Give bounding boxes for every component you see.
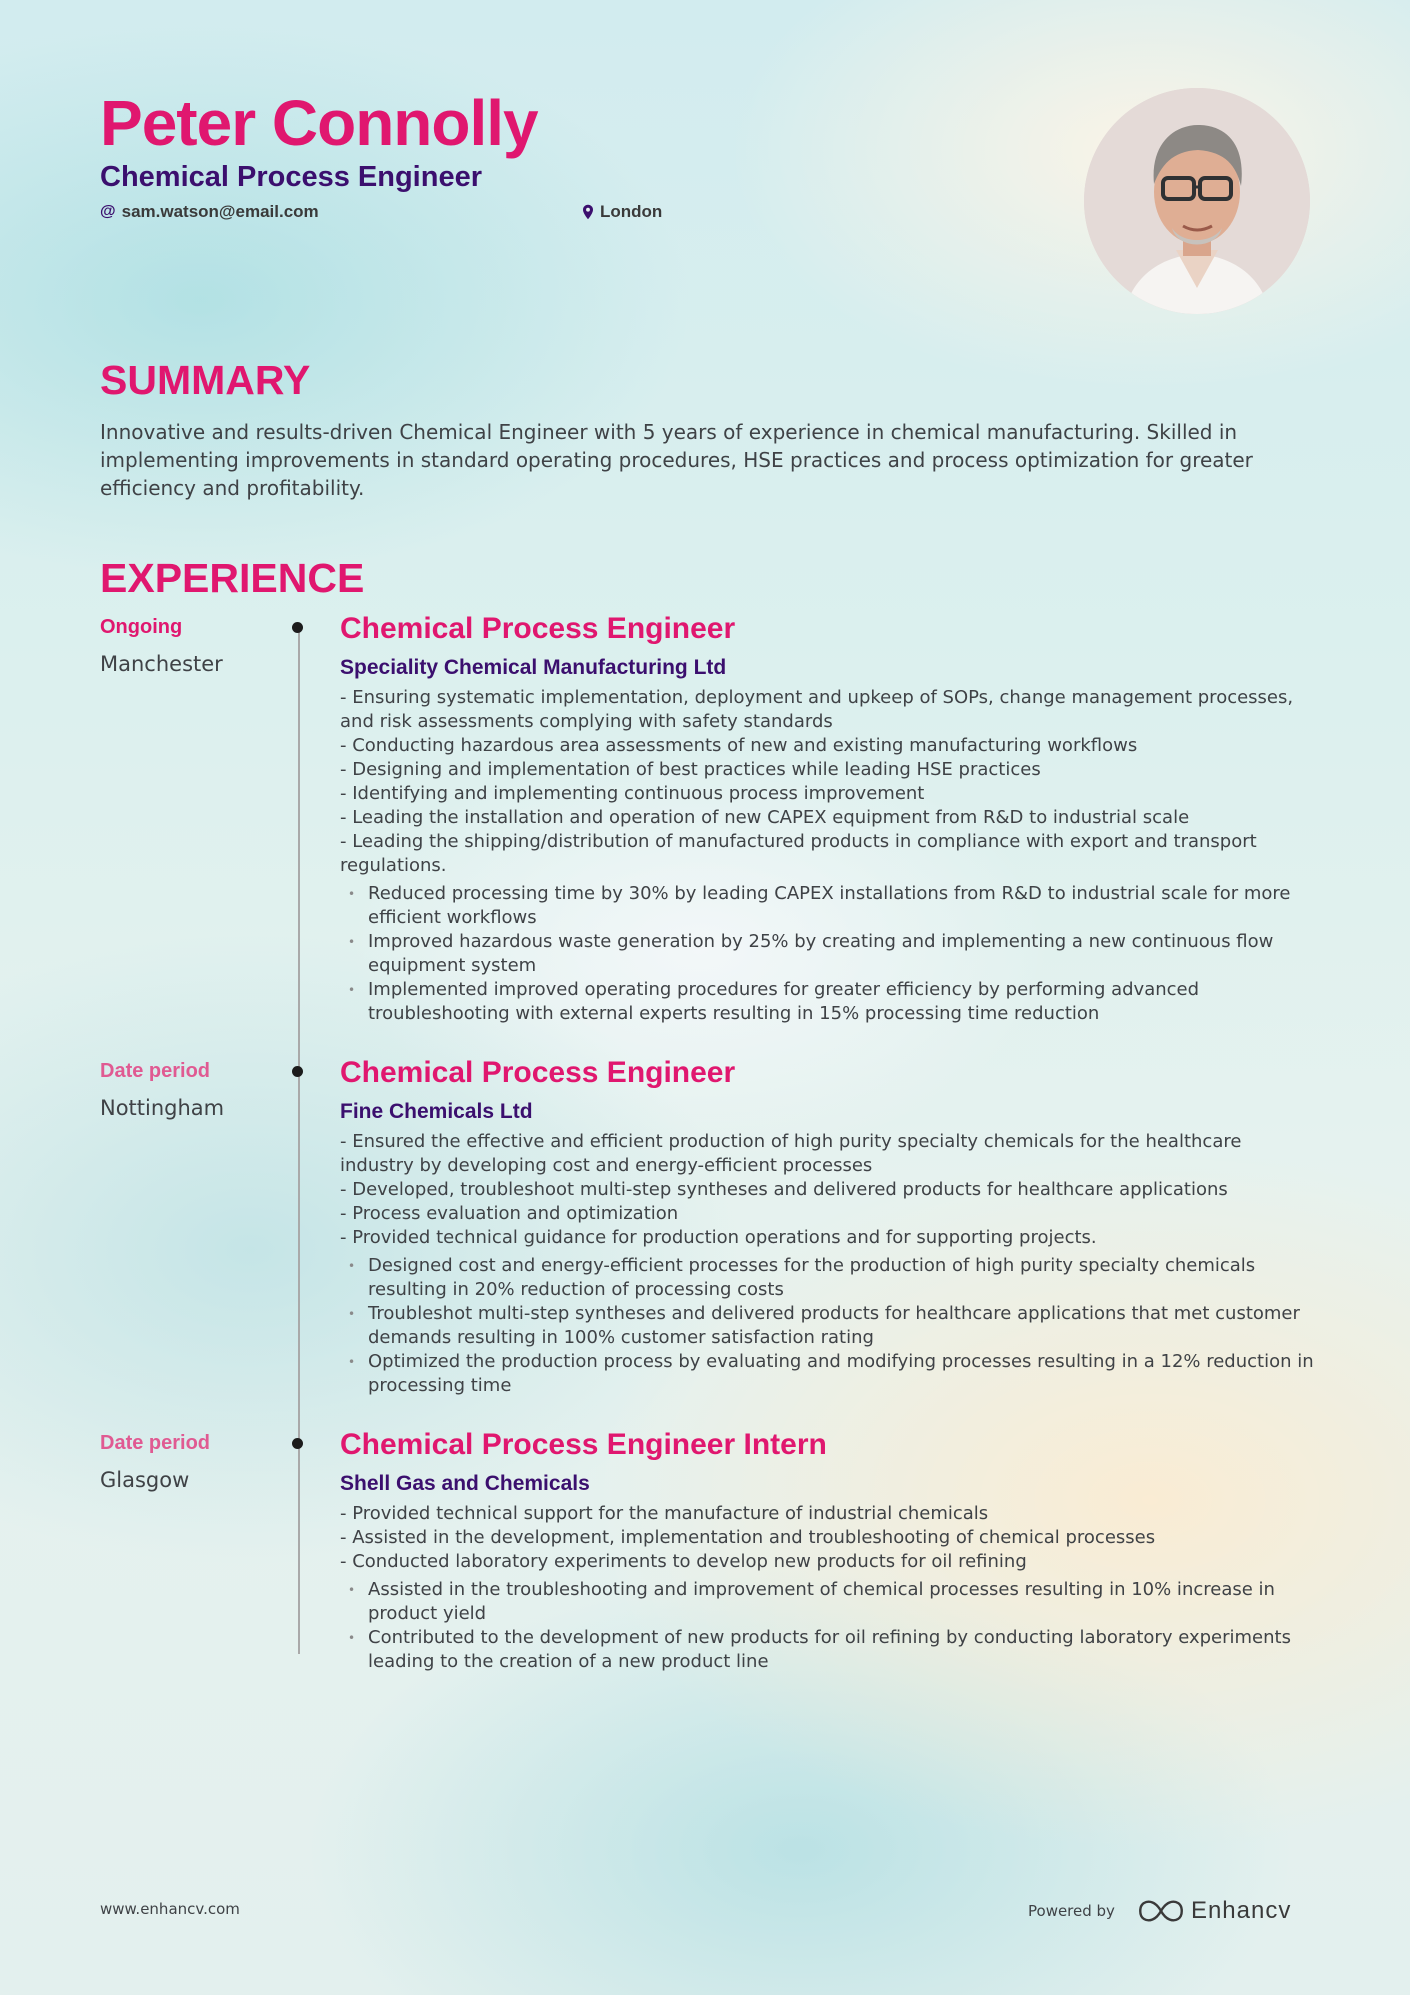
- achievement-list: [340, 1254, 1320, 1398]
- achievement-item: • Implemented improved operating procedures for greater efficiency by performing advanced troubleshooting with external experts resulting in 15% processing time reduction: [340, 978, 1320, 1026]
- description-line: - Conducting hazardous area assessments of new and existing manufacturing workflows: [340, 735, 1138, 756]
- powered-by: [1028, 1897, 1291, 1925]
- job-company: Fine Chemicals Ltd: [340, 1100, 533, 1123]
- summary-text: Innovative and results-driven Chemical Engineer with 5 years of experience in chemical manufacturing. Skilled in implementing improvements in standard operating procedures, HSE practices and process optimization for greater efficiency and profitability.: [100, 420, 1253, 500]
- email-text: sam.watson@email.com: [121, 202, 319, 221]
- candidate-name: Peter Connolly: [100, 87, 538, 159]
- at-sign-icon: @: [100, 203, 116, 220]
- job-location: Nottingham: [100, 1096, 225, 1120]
- map-pin-icon: [582, 204, 594, 220]
- achievement-item: • Optimized the production process by evaluating and modifying processes resulting in a 12% reduction in processing time: [340, 1350, 1320, 1398]
- job-company: Speciality Chemical Manufacturing Ltd: [340, 656, 727, 679]
- job-role: Chemical Process Engineer Intern: [340, 1428, 827, 1461]
- portrait-illustration: [1084, 88, 1310, 314]
- powered-by-label: Powered by: [1028, 1902, 1115, 1920]
- infinity-logo-icon: [1137, 1898, 1185, 1924]
- job-role: Chemical Process Engineer: [340, 612, 736, 645]
- job-location: Manchester: [100, 652, 223, 676]
- location-text: London: [600, 202, 663, 221]
- achievement-item: • Reduced processing time by 30% by leading CAPEX installations from R&D to industrial scale for more efficient workflows: [340, 882, 1320, 930]
- timeline-line: [298, 628, 300, 1654]
- description-line: - Identifying and implementing continuous process improvement: [340, 783, 925, 804]
- email-contact[interactable]: [100, 200, 319, 224]
- job-date: Ongoing: [100, 616, 183, 638]
- job-role: Chemical Process Engineer: [340, 1056, 736, 1089]
- website-link[interactable]: www.enhancv.com: [100, 1900, 240, 1918]
- profile-photo: [1084, 88, 1310, 314]
- job-description: [340, 1502, 1320, 1574]
- description-line: - Leading the installation and operation of new CAPEX equipment from R&D to industrial scale: [340, 807, 1190, 828]
- achievement-list: [340, 1578, 1320, 1674]
- description-line: - Assisted in the development, implementation and troubleshooting of chemical processes: [340, 1527, 1156, 1548]
- description-line: - Ensuring systematic implementation, deployment and upkeep of SOPs, change management processes, and risk assessments complying with safety standards: [340, 687, 1294, 732]
- description-line: - Conducted laboratory experiments to develop new products for oil refining: [340, 1551, 1027, 1572]
- timeline-dot: [292, 1438, 303, 1449]
- timeline-dot: [292, 1066, 303, 1077]
- achievement-item: • Assisted in the troubleshooting and improvement of chemical processes resulting in 10% increase in product yield: [340, 1578, 1320, 1626]
- job-description: [340, 1130, 1320, 1250]
- description-line: - Developed, troubleshoot multi-step syntheses and delivered products for healthcare applications: [340, 1179, 1228, 1200]
- enhancv-logo[interactable]: [1137, 1897, 1291, 1925]
- description-line: - Provided technical guidance for production operations and for supporting projects.: [340, 1227, 1097, 1248]
- summary-heading: SUMMARY: [100, 357, 311, 403]
- description-line: - Process evaluation and optimization: [340, 1203, 679, 1224]
- job-description: [340, 686, 1320, 878]
- job-date: Date period: [100, 1432, 211, 1454]
- achievement-item: • Improved hazardous waste generation by 25% by creating and implementing a new continuous flow equipment system: [340, 930, 1320, 978]
- job-location: Glasgow: [100, 1468, 190, 1492]
- achievement-list: [340, 882, 1320, 1026]
- achievement-item: • Designed cost and energy-efficient processes for the production of high purity specialty chemicals resulting in 20% reduction of processing costs: [340, 1254, 1320, 1302]
- job-company: Shell Gas and Chemicals: [340, 1472, 590, 1495]
- candidate-title: Chemical Process Engineer: [100, 161, 482, 193]
- description-line: - Designing and implementation of best practices while leading HSE practices: [340, 759, 1041, 780]
- achievement-item: • Troubleshot multi-step syntheses and delivered products for healthcare applications that met customer demands resulting in 100% customer satisfaction rating: [340, 1302, 1320, 1350]
- location-contact: [582, 200, 662, 224]
- description-line: - Ensured the effective and efficient production of high purity specialty chemicals for the healthcare industry by developing cost and energy-efficient processes: [340, 1131, 1242, 1176]
- timeline-dot: [292, 622, 303, 633]
- brand-name: Enhancv: [1190, 1897, 1292, 1924]
- achievement-item: • Contributed to the development of new products for oil refining by conducting laboratory experiments leading to the creation of a new product line: [340, 1626, 1320, 1674]
- description-line: - Provided technical support for the manufacture of industrial chemicals: [340, 1503, 989, 1524]
- job-date: Date period: [100, 1060, 211, 1082]
- description-line: - Leading the shipping/distribution of manufactured products in compliance with export and transport regulations.: [340, 831, 1257, 876]
- experience-heading: EXPERIENCE: [100, 555, 365, 601]
